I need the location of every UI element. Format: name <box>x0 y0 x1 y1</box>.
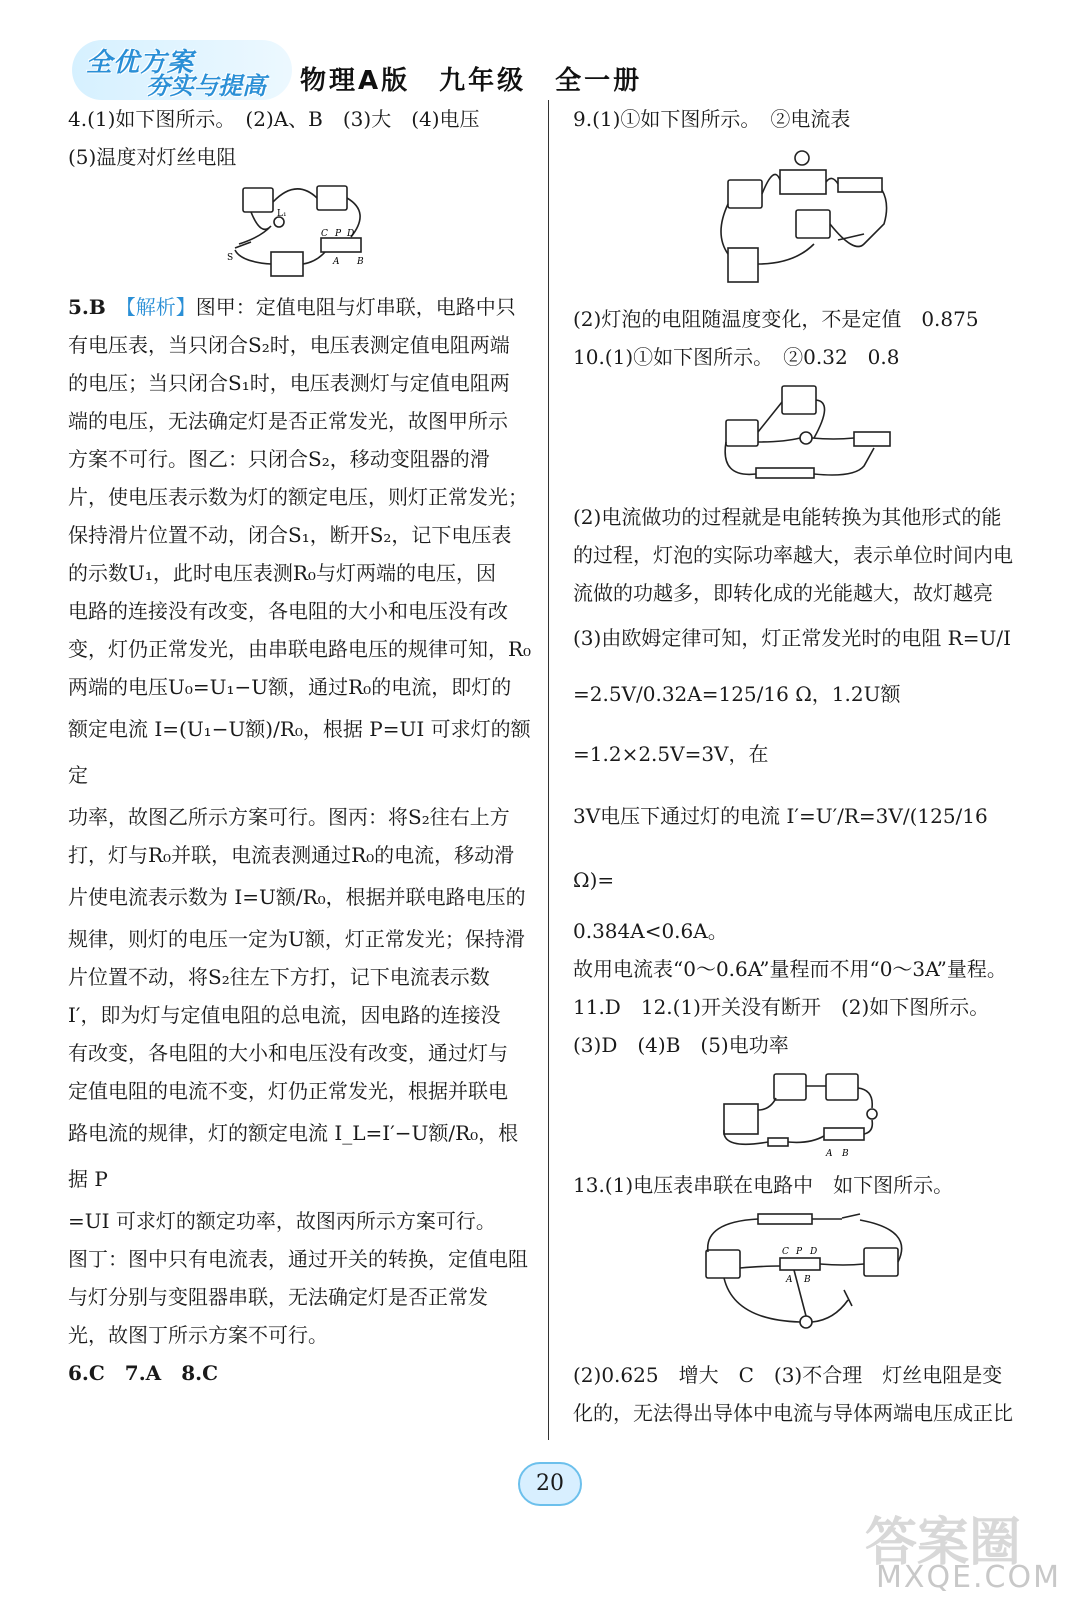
watermark-url: MXQE.COM <box>876 1560 1061 1595</box>
left-column <box>68 100 534 1392</box>
column-divider <box>548 100 549 1440</box>
q5-line: 的示数U₁，此时电压表测R₀与灯两端的电压，因 <box>68 561 496 585</box>
fig13-label-p: P <box>796 1247 803 1257</box>
book-title: 物理A版 九年级 全一册 <box>300 66 643 96</box>
q4-line1: 4.(1)如下图所示。 (2)A、B (3)大 (4)电压 <box>68 107 480 131</box>
q10-line: 3V电压下通过灯的电流 I′=U′/R=3V/(125/16 Ω)= <box>573 804 995 892</box>
fig4-label-p: P <box>335 229 342 239</box>
q5-line: 额定电流 I=(U₁−U额)/R₀，根据 P=UI 可求灯的额定 <box>68 717 531 787</box>
q5-line: 两端的电压U₀=U₁−U额，通过R₀的电流，即灯的 <box>68 675 512 699</box>
page-number: 20 <box>518 1462 582 1506</box>
analysis-tag: 【解析】 <box>125 295 196 319</box>
fig4-label-l1: L₁ <box>277 209 287 219</box>
q5-line: 规律，则灯的电压一定为U额，灯正常发光；保持滑 <box>68 927 525 951</box>
q13-line1: 13.(1)电压表串联在电路中 如下图所示。 <box>573 1173 954 1197</box>
q5-line: 定值电阻的电流不变，灯仍正常发光，根据并联电 <box>68 1079 508 1103</box>
q5-number: 5.B <box>68 295 106 319</box>
fig13-label-b: B <box>804 1275 811 1285</box>
q10-line: 0.384A<0.6A。 <box>573 919 728 943</box>
fig13-label-c: C <box>782 1247 789 1257</box>
q9-line2: (2)灯泡的电阻随温度变化，不是定值 0.875 <box>573 307 979 331</box>
figure-q13-circuit <box>694 1210 914 1350</box>
q13-line3: 化的，无法得出导体中电流与导体两端电压成正比 <box>573 1401 1013 1425</box>
q6-8-answers: 6.C 7.A 8.C <box>68 1361 218 1385</box>
figure-q10-circuit <box>714 382 894 492</box>
q5-line: 打，灯与R₀并联，电流表测通过R₀的电流，移动滑 <box>68 843 515 867</box>
right-column <box>573 100 1035 1432</box>
watermark-logo-text: 答案圈 <box>864 1513 1021 1573</box>
q5-line: 有电压表，当只闭合S₂时，电压表测定值电阻两端 <box>68 333 510 357</box>
page-footer <box>0 1450 1091 1600</box>
q5-line: 电路的连接没有改变，各电阻的大小和电压没有改 <box>68 599 508 623</box>
q10-line: (2)电流做功的过程就是电能转换为其他形式的能 <box>573 505 1002 529</box>
q13-line2: (2)0.625 增大 C (3)不合理 灯丝电阻是变 <box>573 1363 1003 1387</box>
fig13-label-a: A <box>786 1275 793 1285</box>
q10-line: (3)由欧姆定律可知，灯正常发光时的电阻 R=U/I <box>573 626 1011 650</box>
page-header <box>60 34 1060 104</box>
q11-12-line1: 11.D 12.(1)开关没有断开 (2)如下图所示。 <box>573 995 990 1019</box>
fig4-label-c: C <box>321 229 328 239</box>
q10-line: 流做的功越多，即转化成的光能越大，故灯越亮 <box>573 581 993 605</box>
q4-line2: (5)温度对灯丝电阻 <box>68 145 237 169</box>
logo-line2: 夯实与提高 <box>146 72 266 100</box>
figure-q9-circuit <box>714 144 894 294</box>
q5-line: 有改变，各电阻的大小和电压没有改变，通过灯与 <box>68 1041 508 1065</box>
q9-line1: 9.(1)①如下图所示。 ②电流表 <box>573 107 851 131</box>
q10-line: 故用电流表“0～0.6A”量程而不用“0～3A”量程。 <box>573 957 1007 981</box>
q10-line: =2.5V/0.32A=125/16 Ω，1.2U额=1.2×2.5V=3V，在 <box>573 682 901 766</box>
q5-line: 片位置不动，将S₂往左下方打，记下电流表示数 <box>68 965 490 989</box>
fig4-label-a: A <box>333 257 340 267</box>
q5-line: 片，使电压表示数为灯的额定电压，则灯正常发光； <box>68 485 528 509</box>
fig12-label-b: B <box>842 1149 849 1159</box>
fig4-label-s: S <box>227 253 234 263</box>
fig13-label-d: D <box>810 1247 818 1257</box>
q10-line1: 10.(1)①如下图所示。 ②0.32 0.8 <box>573 345 900 369</box>
q5-line: 图甲：定值电阻与灯串联，电路中只 <box>195 295 516 319</box>
q5-first-line <box>68 288 534 326</box>
q5-line: 片使电流表示数为 I=U额/R₀，根据并联电路电压的 <box>68 885 526 909</box>
logo-line1: 全优方案 <box>86 48 195 78</box>
q5-line: 路电流的规律，灯的额定电流 I_L=I′−U额/R₀，根据 P <box>68 1121 519 1191</box>
q5-line: I′，即为灯与定值电阻的总电流，因电路的连接没 <box>68 1003 501 1027</box>
figure-q12-circuit <box>714 1070 894 1160</box>
q5-line: 功率，故图乙所示方案可行。图丙：将S₂往右上方 <box>68 805 510 829</box>
site-watermark <box>861 1490 1061 1600</box>
q5-line: 与灯分别与变阻器串联，无法确定灯是否正常发 <box>68 1285 488 1309</box>
q5-line: 保持滑片位置不动，闭合S₁，断开S₂，记下电压表 <box>68 523 512 547</box>
q10-line: 的过程，灯泡的实际功率越大，表示单位时间内电 <box>573 543 1013 567</box>
q5-line: 的电压；当只闭合S₁时，电压表测灯与定值电阻两 <box>68 371 510 395</box>
q12-line2: (3)D (4)B (5)电功率 <box>573 1033 789 1057</box>
figure-q4-circuit <box>221 182 381 282</box>
q5-line: 图丁：图中只有电流表，通过开关的转换，定值电阻 <box>68 1247 528 1271</box>
fig4-label-d: D <box>347 229 355 239</box>
fig4-label-b: B <box>357 257 364 267</box>
q5-line: 端的电压，无法确定灯是否正常发光，故图甲所示 <box>68 409 508 433</box>
q5-line: =UI 可求灯的额定功率，故图丙所示方案可行。 <box>68 1209 496 1233</box>
q5-line: 变，灯仍正常发光，由串联电路电压的规律可知，R₀ <box>68 637 532 661</box>
q5-line: 方案不可行。图乙：只闭合S₂，移动变阻器的滑 <box>68 447 490 471</box>
q5-line: 光，故图丁所示方案不可行。 <box>68 1323 328 1347</box>
fig12-label-a: A <box>826 1149 833 1159</box>
series-logo <box>72 40 332 100</box>
